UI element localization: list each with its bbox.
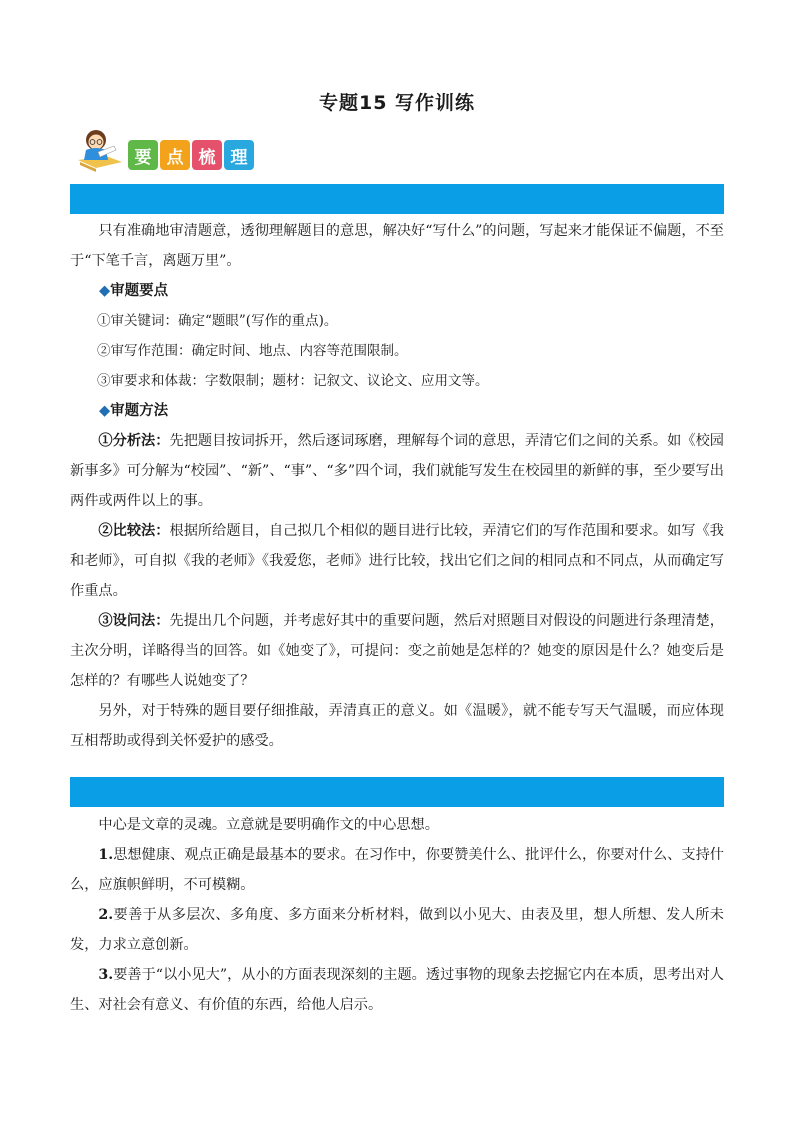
list-item: ②审写作范围：确定时间、地点、内容等范围限制。 — [97, 343, 408, 359]
section-2-body — [70, 810, 724, 1020]
key-points-badge — [76, 126, 266, 172]
list-item: ①审关键词：确定“题眼”(写作的重点)。 — [97, 313, 338, 329]
page-title: 专题15 写作训练 — [318, 92, 476, 114]
subheading: ◆审题方法 — [99, 403, 169, 419]
paragraph: ②比较法：根据所给题目，自己拟几个相似的题目进行比较，弄清它们的写作范围和要求。如写《我和老师》，可自拟《我的老师》《我爱您，老师》进行比较，找出它们之间的相同点和不同点，从而确定写作重点。 — [70, 523, 724, 599]
student-reading-icon — [76, 126, 126, 172]
paragraph: 中心是文章的灵魂。立意就是要明确作文的中心思想。 — [98, 817, 439, 833]
diamond-icon: ◆ — [99, 403, 111, 419]
badge-char: 理 — [224, 140, 254, 170]
paragraph: 3.要善于“以小见大”，从小的方面表现深刻的主题。透过事物的现象去挖掘它内在本质，思考出对人生、对社会有意义、有价值的东西，给他人启示。 — [70, 967, 724, 1013]
list-item: ③审要求和体裁：字数限制；题材：记叙文、议论文、应用文等。 — [97, 373, 489, 389]
paragraph: ①分析法：先把题目按词拆开，然后逐词琢磨，理解每个词的意思，弄清它们之间的关系。如《校园新事多》可分解为“校园”、“新”、“事”、“多”四个词，我们就能写发生在校园里的新鲜的事，至少要写出两件或两件以上的事。 — [70, 433, 724, 509]
subheading: ◆审题要点 — [99, 283, 169, 299]
badge-char: 要 — [128, 140, 158, 170]
badge-char: 梳 — [192, 140, 222, 170]
badge-char: 点 — [160, 140, 190, 170]
section-1-body — [70, 216, 724, 756]
paragraph: 2.要善于从多层次、多角度、多方面来分析材料，做到以小见大、由表及里，想人所想、发人所未发，力求立意创新。 — [70, 907, 724, 953]
diamond-icon: ◆ — [99, 283, 111, 299]
section-bar — [70, 777, 724, 807]
section-bar — [70, 184, 724, 214]
paragraph: ③设问法：先提出几个问题，并考虑好其中的重要问题，然后对照题目对假设的问题进行条理清楚，主次分明，详略得当的回答。如《她变了》，可提问：变之前她是怎样的？她变的原因是什么？她变后是怎样的？有哪些人说她变了？ — [70, 613, 724, 689]
paragraph: 另外，对于特殊的题目要仔细推敲，弄清真正的意义。如《温暖》，就不能专写天气温暖，而应体现互相帮助或得到关怀爱护的感受。 — [70, 703, 724, 749]
paragraph: 只有准确地审清题意，透彻理解题目的意思，解决好“写什么”的问题，写起来才能保证不偏题，不至于“下笔千言，离题万里”。 — [70, 223, 724, 269]
paragraph: 1.思想健康、观点正确是最基本的要求。在习作中，你要赞美什么、批评什么，你要对什么、支持什么，应旗帜鲜明，不可模糊。 — [70, 847, 724, 893]
